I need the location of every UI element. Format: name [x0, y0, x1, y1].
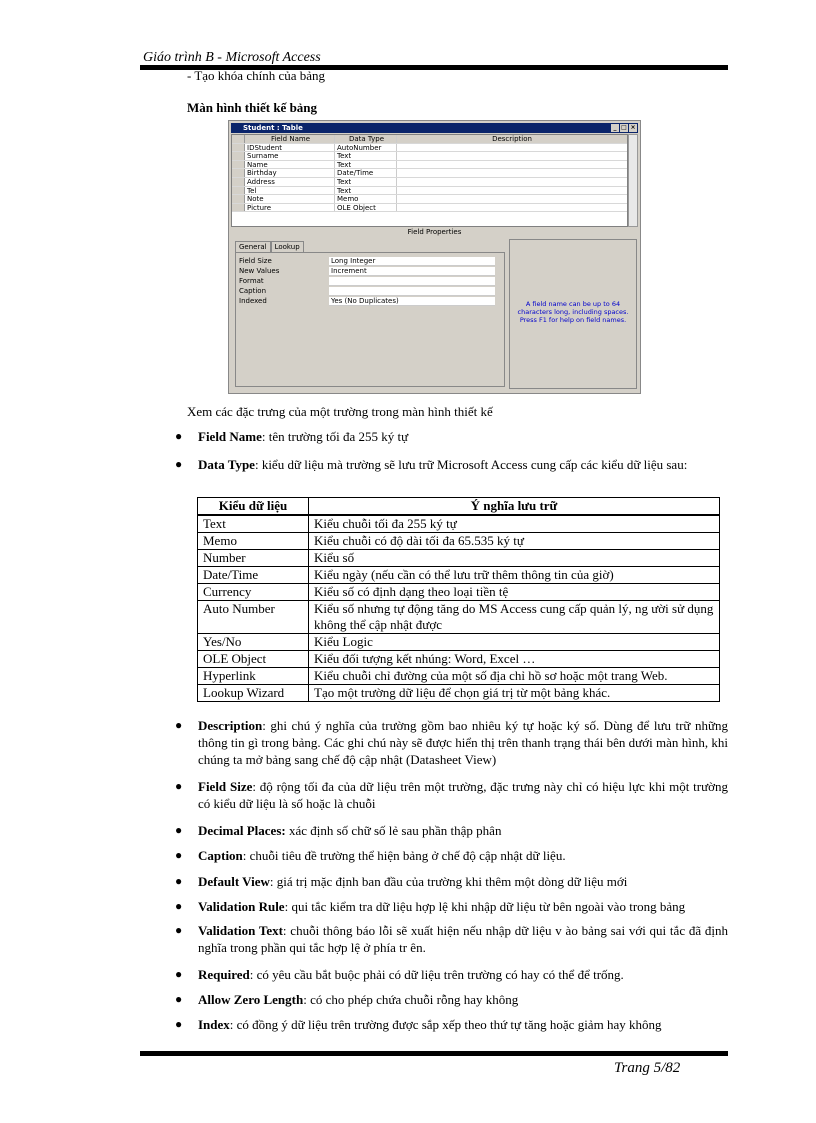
row-selector[interactable]	[232, 152, 245, 160]
page-number: Trang 5/82	[614, 1060, 681, 1076]
bullet-item: Field Size: độ rộng tối đa của dữ liệu trên một trường, đặc trưng này chỉ có hiệu lực khi một trường có kiểu dữ liệu là số hoặc là chuỗi	[198, 779, 729, 811]
bullet-item: Validation Rule: qui tắc kiểm tra dữ liệu hợp lệ khi nhập dữ liệu từ bên ngoài vào trong bảng	[198, 899, 686, 914]
row-selector[interactable]	[232, 161, 245, 169]
table-design-screenshot	[228, 120, 641, 394]
bullet-dot: ●	[175, 874, 183, 888]
type-cell: Hyperlink	[198, 668, 309, 685]
bullet-dot: ●	[175, 923, 183, 937]
type-cell: Date/Time	[198, 567, 309, 584]
table-header: Kiểu dữ liệu	[198, 498, 309, 516]
field-row[interactable]	[232, 178, 627, 187]
description-cell[interactable]	[397, 187, 627, 195]
type-cell: Auto Number	[198, 601, 309, 634]
bullet-dot: ●	[175, 1017, 183, 1031]
prop-value[interactable]: Long Integer	[329, 257, 495, 266]
prop-value[interactable]: Yes (No Duplicates)	[329, 297, 495, 306]
meaning-cell: Kiểu chuỗi có độ dài tối đa 65.535 ký tự	[309, 533, 720, 550]
meaning-cell: Kiểu số	[309, 550, 720, 567]
data-type-table	[197, 497, 720, 702]
prop-value[interactable]	[329, 277, 495, 286]
row-selector[interactable]	[232, 178, 245, 186]
table-header: Ý nghĩa lưu trữ	[309, 498, 720, 516]
field-row[interactable]	[232, 144, 627, 153]
type-cell: Text	[198, 515, 309, 533]
prop-value[interactable]	[329, 287, 495, 296]
section-title: Màn hình thiết kế bảng	[187, 100, 318, 115]
type-cell: Yes/No	[198, 634, 309, 651]
footer-rule	[140, 1051, 728, 1056]
bullet-dot: ●	[175, 718, 183, 732]
bullet-item: Default View: giá trị mặc định ban đầu của trường khi thêm một dòng dữ liệu mới	[198, 874, 628, 889]
prop-name: Indexed	[239, 297, 267, 305]
table-row	[198, 651, 720, 668]
field-row[interactable]	[232, 169, 627, 178]
row-selector[interactable]	[232, 204, 245, 212]
field-row[interactable]	[232, 187, 627, 196]
bullet-item: Description: ghi chú ý nghĩa của trường gồm bao nhiêu ký tự hoặc ký số. Dùng để lưu trữ những thông tin gì trong bảng. Các ghi chú này sẽ được hiển thị trên thanh trạng thái bên dưới màn hình, khi chúng ta mở bảng sang chế độ cập nhật (Datasheet View)	[198, 718, 728, 767]
meaning-cell: Kiểu số có định dạng theo loại tiền tệ	[309, 584, 720, 601]
data-type-cell[interactable]: Text	[335, 152, 397, 160]
prop-name: New Values	[239, 267, 280, 275]
field-name-cell[interactable]: Address	[245, 178, 335, 186]
prop-name: Caption	[239, 287, 267, 295]
type-cell: Lookup Wizard	[198, 685, 309, 702]
screenshot-caption: Xem các đặc trưng của một trường trong màn hình thiết kế	[187, 404, 493, 419]
bullet-item: Index: có đồng ý dữ liệu trên trường được sắp xếp theo thứ tự tăng hoặc giảm hay không	[198, 1017, 662, 1032]
properties-panel	[235, 252, 505, 387]
row-selector[interactable]	[232, 144, 245, 152]
grid-scrollbar[interactable]	[628, 134, 638, 227]
data-type-cell[interactable]: AutoNumber	[335, 144, 397, 152]
bullet-item: Decimal Places: xác định số chữ số lẻ sau phần thập phân	[198, 823, 502, 838]
bullet-dot: ●	[175, 848, 183, 862]
col-description: Description	[492, 135, 532, 143]
bullet-dot: ●	[175, 429, 183, 443]
field-row[interactable]	[232, 195, 627, 204]
meaning-cell: Kiểu chuỗi chỉ đường của một số địa chỉ hồ sơ hoặc một trang Web.	[309, 668, 720, 685]
bullet-dot: ●	[175, 779, 183, 793]
table-row	[198, 634, 720, 651]
meaning-cell: Kiểu số nhưng tự động tăng do MS Access cung cấp quản lý, ng ười sử dụng không thể cập nhật được	[309, 601, 720, 634]
data-type-cell[interactable]: Date/Time	[335, 169, 397, 177]
window-titlebar	[231, 123, 638, 133]
description-cell[interactable]	[397, 178, 627, 186]
data-type-cell[interactable]: Text	[335, 161, 397, 169]
field-name-cell[interactable]: Name	[245, 161, 335, 169]
table-row	[198, 515, 720, 533]
window-title: Student : Table	[243, 124, 303, 132]
prop-value[interactable]: Increment	[329, 267, 495, 276]
bullet-item: Caption: chuỗi tiêu đề trường thể hiện bảng ở chế độ cập nhật dữ liệu.	[198, 848, 566, 863]
bullet-dot: ●	[175, 457, 183, 471]
tab-lookup[interactable]: Lookup	[271, 241, 304, 252]
bullet-dot: ●	[175, 992, 183, 1006]
prop-name: Format	[239, 277, 264, 285]
field-row[interactable]	[232, 152, 627, 161]
row-selector[interactable]	[232, 169, 245, 177]
maximize-button[interactable]: □	[621, 124, 627, 131]
row-selector[interactable]	[232, 187, 245, 195]
prop-name: Field Size	[239, 257, 272, 265]
field-grid	[231, 134, 628, 227]
description-cell[interactable]	[397, 152, 627, 160]
table-row	[198, 550, 720, 567]
meaning-cell: Kiểu ngày (nếu cần có thể lưu trữ thêm thông tin của giờ)	[309, 567, 720, 584]
type-cell: OLE Object	[198, 651, 309, 668]
data-type-cell[interactable]: Text	[335, 187, 397, 195]
bullet-data-type: Data Type: kiểu dữ liệu mà trường sẽ lưu trữ Microsoft Access cung cấp các kiểu dữ liệu sau:	[198, 457, 688, 472]
description-cell[interactable]	[397, 169, 627, 177]
field-name-cell[interactable]: Surname	[245, 152, 335, 160]
type-cell: Memo	[198, 533, 309, 550]
col-data-type: Data Type	[335, 135, 397, 143]
table-row	[198, 601, 720, 634]
tab-general[interactable]: General	[235, 241, 271, 252]
field-name-cell[interactable]: Note	[245, 195, 335, 203]
type-cell: Currency	[198, 584, 309, 601]
field-name-cell[interactable]: IDStudent	[245, 144, 335, 152]
field-name-cell[interactable]: Tel	[245, 187, 335, 195]
description-cell[interactable]	[397, 195, 627, 203]
bullet-dot: ●	[175, 899, 183, 913]
field-row[interactable]	[232, 204, 627, 213]
data-type-cell[interactable]: OLE Object	[335, 204, 397, 212]
bullet-item: Allow Zero Length: có cho phép chứa chuỗi rỗng hay không	[198, 992, 519, 1007]
table-row	[198, 668, 720, 685]
close-button[interactable]: ×	[630, 124, 636, 131]
type-cell: Number	[198, 550, 309, 567]
data-type-cell[interactable]: Text	[335, 178, 397, 186]
bullet-field-name: Field Name: tên trường tối đa 255 ký tự	[198, 429, 409, 444]
col-field-name: Field Name	[245, 135, 335, 143]
table-row	[198, 533, 720, 550]
field-properties-label: Field Properties	[407, 228, 462, 236]
field-name-cell[interactable]: Birthday	[245, 169, 335, 177]
table-row	[198, 567, 720, 584]
meaning-cell: Tạo một trường dữ liệu để chọn giá trị từ một bảng khác.	[309, 685, 720, 702]
table-row	[198, 584, 720, 601]
description-cell[interactable]	[397, 161, 627, 169]
help-text: A field name can be up to 64 characters long, including spaces. Press F1 for help on field names.	[509, 239, 637, 389]
description-cell[interactable]	[397, 204, 627, 212]
minimize-button[interactable]: _	[611, 124, 619, 132]
meaning-cell: Kiểu đối tượng kết nhúng: Word, Excel …	[309, 651, 720, 668]
bullet-item: Validation Text: chuỗi thông báo lỗi sẽ xuất hiện nếu nhập dữ liệu v ào bảng sai với qui tắc đã định nghĩa trong phần qui tắc hợp lệ ở phía tr ên.	[198, 923, 728, 955]
meaning-cell: Kiểu chuỗi tối đa 255 ký tự	[309, 515, 720, 533]
meaning-cell: Kiểu Logic	[309, 634, 720, 651]
bullet-dot: ●	[175, 967, 183, 981]
field-row[interactable]	[232, 161, 627, 170]
grid-header	[232, 135, 627, 144]
bullet-item: Required: có yêu cầu bắt buộc phải có dữ liệu trên trường có hay có thể để trống.	[198, 967, 624, 982]
header-title: Giáo trình B - Microsoft Access	[143, 50, 321, 65]
description-cell[interactable]	[397, 144, 627, 152]
data-type-cell[interactable]: Memo	[335, 195, 397, 203]
row-selector[interactable]	[232, 195, 245, 203]
bullet-dot: ●	[175, 823, 183, 837]
field-name-cell[interactable]: Picture	[245, 204, 335, 212]
intro-line: - Tạo khóa chính của bảng	[187, 68, 326, 83]
table-row	[198, 685, 720, 702]
